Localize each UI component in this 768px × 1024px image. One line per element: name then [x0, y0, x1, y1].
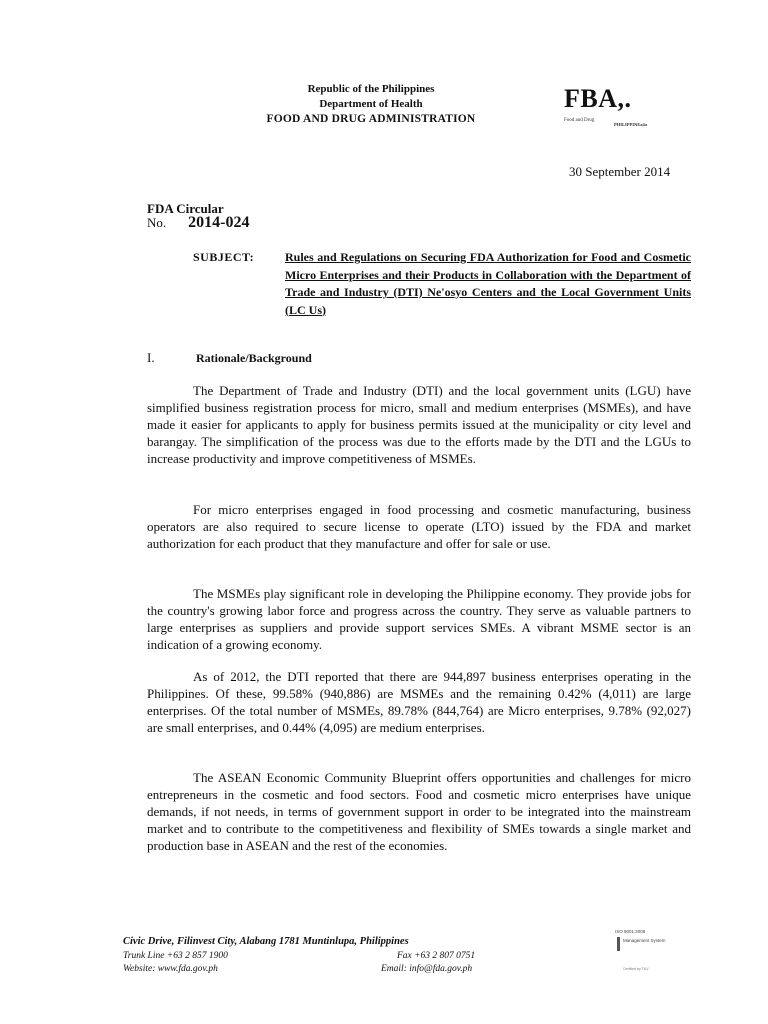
- document-date: 30 September 2014: [569, 164, 671, 179]
- iso-mark-icon: [617, 937, 620, 951]
- fda-logo: [564, 84, 674, 130]
- footer-fax: Fax +63 2 807 0751: [397, 951, 476, 961]
- fda-logo-country: PHILIPPINEa4a: [614, 122, 648, 127]
- iso-standard: ISO 9001:2008: [615, 929, 646, 934]
- footer-email: Email: info@fda.gov.ph: [381, 964, 473, 974]
- section-title: Rationale/Background: [196, 351, 312, 365]
- circular-label: FDA Circular: [147, 201, 224, 216]
- letterhead-department: Department of Health: [319, 98, 423, 110]
- footer-address: Civic Drive, Filinvest City, Alabang 1781 Muntinlupa, Philippines: [123, 936, 409, 947]
- letterhead-republic: Republic of the Philippines: [307, 83, 435, 95]
- paragraph: For micro enterprises engaged in food processing and cosmetic manufacturing, business operators are also required to secure license to operate (LTO) issued by the FDA and market authorization for each product that they manufacture and offer for sale or use.: [147, 502, 691, 551]
- paragraph: As of 2012, the DTI reported that there are 944,897 business enterprises operating in the Philippines. Of these, 99.58% (940,886) are MSMEs and the remaining 0.42% (4,011) are large enterprises. Of the total number of MSMEs, 89.78% (844,764) are Micro enterprises, 9.78% (92,027) are small enterprises, and 0.44% (4,095) are medium enterprises.: [147, 669, 691, 735]
- letterhead: [240, 82, 502, 127]
- iso-system: Management System: [623, 938, 666, 943]
- footer-website: Website: www.fda.gov.ph: [123, 964, 218, 974]
- paragraph: The Department of Trade and Industry (DTI) and the local government units (LGU) have simplified business registration process for micro, small and medium enterprises (MSMEs), and have made it easier for applicants to apply for business permits issued at the municipality or city level and barangay. The simplification of the process was due to the efforts made by the DTI and the LGUs to increase productivity and improve competitiveness of MSMEs.: [147, 383, 691, 466]
- circular-no-label: No.: [147, 215, 167, 230]
- circular-number-line: [147, 214, 249, 232]
- iso-certifier: Certified by TUV: [623, 967, 649, 971]
- footer-trunk-line: Trunk Line +63 2 857 1900: [123, 951, 228, 961]
- subject-text: Rules and Regulations on Securing FDA Authorization for Food and Cosmetic Micro Enterprises and their Products in Collaboration with the Department of Trade and Industry (DTI) Ne'osyo Centers and the Local Government Units (LC Us): [285, 250, 691, 317]
- paragraph: The MSMEs play significant role in developing the Philippine economy. They provide jobs for the country's growing labor force and progress across the country. They serve as valuable partners to large enterprises as suppliers and provide support services SMEs. A vibrant MSME sector is an indication of a growing economy.: [147, 586, 691, 652]
- section-number: I.: [147, 350, 155, 365]
- subject-label: SUBJECT:: [193, 250, 255, 264]
- fda-logo-subtext: Food and Drug: [564, 118, 595, 123]
- paragraph: The ASEAN Economic Community Blueprint offers opportunities and challenges for micro entrepreneurs in the cosmetic and food sectors. Food and cosmetic micro enterprises have unique demands, if not needs, in terms of government support in order to be integrated into the mainstream market and to contribute to the competitiveness and flexibility of SMEs towards a single market and production base in ASEAN and the rest of the economies.: [147, 770, 691, 853]
- fda-logo-mark: FBA,.: [564, 84, 632, 113]
- letterhead-agency: FOOD AND DRUG ADMINISTRATION: [266, 113, 476, 125]
- circular-number: 2014-024: [188, 214, 250, 231]
